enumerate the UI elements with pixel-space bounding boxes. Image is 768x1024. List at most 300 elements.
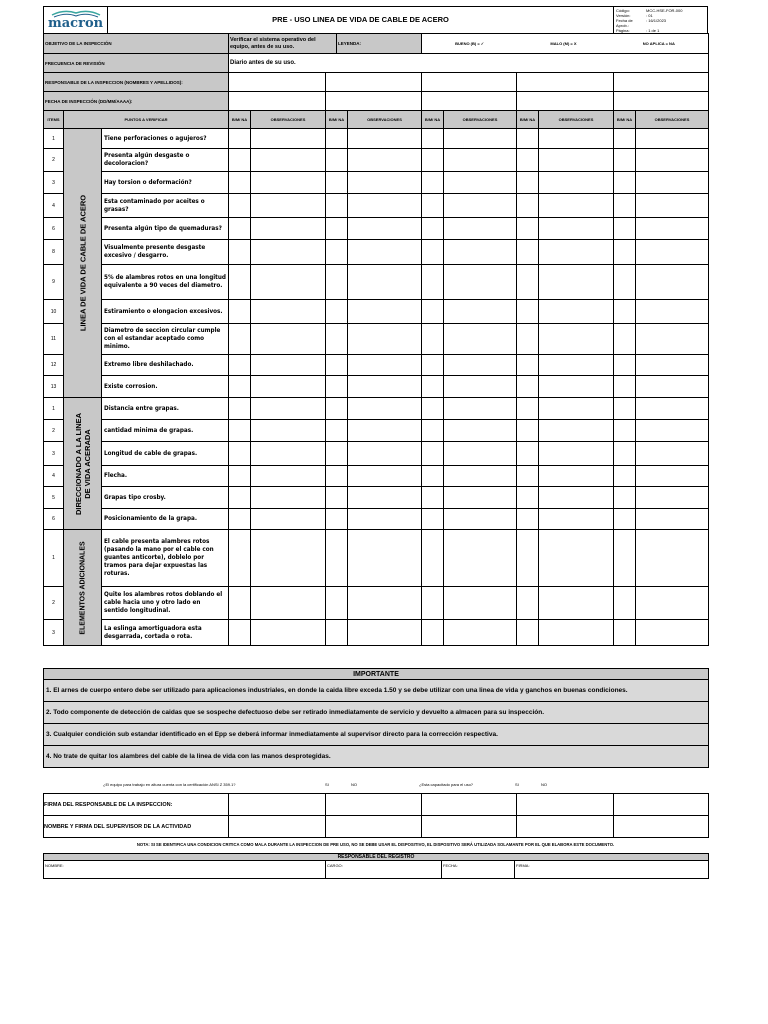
bmna-cell[interactable] [517,149,539,172]
observaciones-cell[interactable] [539,265,614,300]
bmna-cell[interactable] [229,398,251,420]
bmna-cell[interactable] [614,620,636,646]
observaciones-cell[interactable] [539,442,614,466]
bmna-cell[interactable] [614,587,636,620]
registro-table [43,853,709,879]
observaciones-cell[interactable] [348,129,422,149]
observaciones-cell[interactable] [636,324,709,355]
observaciones-cell[interactable] [348,587,422,620]
observaciones-cell[interactable] [539,149,614,172]
check-point: Existe corrosion. [102,376,229,398]
responsable-field[interactable] [326,73,422,92]
bmna-cell[interactable] [326,587,348,620]
bmna-cell[interactable] [326,149,348,172]
observaciones-cell[interactable] [348,149,422,172]
observaciones-cell[interactable] [348,240,422,265]
bmna-cell[interactable] [614,398,636,420]
bmna-cell[interactable] [614,194,636,218]
observaciones-cell[interactable] [444,442,517,466]
observaciones-cell[interactable] [251,265,326,300]
observaciones-cell[interactable] [348,442,422,466]
company-logo [44,7,108,33]
firma-field[interactable] [229,794,326,816]
col-puntos: PUNTOS A VERIFICAR [64,111,229,129]
firma-field[interactable] [326,794,422,816]
observaciones-cell[interactable] [636,487,709,509]
check-point: Posicionamiento de la grapa. [102,509,229,530]
bmna-cell[interactable] [517,530,539,587]
bmna-cell[interactable] [517,620,539,646]
firma-field[interactable] [422,794,517,816]
observaciones-cell[interactable] [444,530,517,587]
observaciones-cell[interactable] [444,240,517,265]
bmna-cell[interactable] [614,466,636,487]
bmna-cell[interactable] [326,620,348,646]
answer-no[interactable]: NO [351,782,357,787]
checklist-row [44,509,709,530]
checklist-row [44,240,709,265]
observaciones-cell[interactable] [636,620,709,646]
bmna-cell[interactable] [229,530,251,587]
observaciones-cell[interactable] [444,620,517,646]
check-point: 5% de alambres rotos en una longitud equivalente a 90 veces del diametro. [102,265,229,300]
bmna-cell[interactable] [422,398,444,420]
observaciones-cell[interactable] [348,466,422,487]
observaciones-cell[interactable] [636,509,709,530]
observaciones-cell[interactable] [251,487,326,509]
fecha-field[interactable] [229,92,326,111]
bmna-cell[interactable] [326,355,348,376]
bmna-cell[interactable] [229,376,251,398]
bmna-cell[interactable] [326,324,348,355]
firma-field[interactable] [614,794,709,816]
bmna-cell[interactable] [517,376,539,398]
observaciones-cell[interactable] [444,398,517,420]
check-point: Hay torsion o deformación? [102,172,229,194]
bmna-cell[interactable] [614,420,636,442]
checklist-row [44,620,709,646]
doc-info [613,7,708,33]
bmna-cell[interactable] [229,324,251,355]
bmna-cell[interactable] [229,265,251,300]
observaciones-cell[interactable] [444,587,517,620]
bmna-cell[interactable] [517,587,539,620]
answer-si[interactable]: SI [515,782,519,787]
observaciones-cell[interactable] [251,172,326,194]
firma-field[interactable] [422,816,517,838]
observaciones-cell[interactable] [348,398,422,420]
fecha-field[interactable] [422,92,517,111]
observaciones-cell[interactable] [636,300,709,324]
observaciones-cell[interactable] [636,149,709,172]
item-number: 6 [44,218,64,240]
observaciones-cell[interactable] [444,376,517,398]
check-point: Visualmente presente desgaste excesivo / desgarro. [102,240,229,265]
bmna-cell[interactable] [517,194,539,218]
observaciones-cell[interactable] [348,324,422,355]
observaciones-cell[interactable] [636,265,709,300]
bmna-cell[interactable] [229,172,251,194]
bmna-cell[interactable] [517,442,539,466]
bmna-cell[interactable] [614,530,636,587]
bmna-cell[interactable] [326,218,348,240]
check-point: Estiramiento o elongacion excesivos. [102,300,229,324]
bmna-cell[interactable] [422,420,444,442]
responsable-field[interactable] [422,73,517,92]
bmna-cell[interactable] [422,620,444,646]
registro-cargo[interactable]: CARGO: [326,861,442,879]
signature-table [43,793,709,838]
col-bmna: B/M/ NA [422,111,444,129]
bmna-cell[interactable] [326,265,348,300]
checklist-row [44,355,709,376]
check-point: Grapas tipo crosby. [102,487,229,509]
observaciones-cell[interactable] [636,442,709,466]
bmna-cell[interactable] [517,487,539,509]
item-number: 1 [44,129,64,149]
observaciones-cell[interactable] [539,355,614,376]
observaciones-cell[interactable] [636,398,709,420]
col-bmna: B/M/ NA [326,111,348,129]
bmna-cell[interactable] [422,324,444,355]
bmna-cell[interactable] [326,530,348,587]
observaciones-cell[interactable] [348,376,422,398]
item-number: 3 [44,442,64,466]
observaciones-cell[interactable] [539,420,614,442]
bmna-cell[interactable] [614,324,636,355]
observaciones-cell[interactable] [636,376,709,398]
item-number: 6 [44,509,64,530]
section-label [64,398,102,530]
bmna-cell[interactable] [614,149,636,172]
bmna-cell[interactable] [229,355,251,376]
observaciones-cell[interactable] [348,355,422,376]
registro-fecha[interactable]: FECHA: [442,861,515,879]
observaciones-cell[interactable] [444,487,517,509]
observaciones-cell[interactable] [348,172,422,194]
observaciones-cell[interactable] [539,218,614,240]
importante-item: 3. Cualquier condición sub estandar identificado en el Epp se deberá informar inmediatamente al supervisor directo para la corrección respectiva. [44,724,709,746]
bmna-cell[interactable] [229,487,251,509]
observaciones-cell[interactable] [539,587,614,620]
bmna-cell[interactable] [422,240,444,265]
bmna-cell[interactable] [326,172,348,194]
bmna-cell[interactable] [614,300,636,324]
checklist-row [44,265,709,300]
observaciones-cell[interactable] [444,194,517,218]
bmna-cell[interactable] [326,442,348,466]
bmna-cell[interactable] [422,442,444,466]
observaciones-cell[interactable] [251,324,326,355]
bmna-cell[interactable] [326,487,348,509]
checklist-row [44,398,709,420]
checklist-body [44,129,709,646]
observaciones-cell[interactable] [636,355,709,376]
bmna-cell[interactable] [614,355,636,376]
observaciones-cell[interactable] [251,442,326,466]
item-number: 4 [44,466,64,487]
bmna-cell[interactable] [229,587,251,620]
bmna-cell[interactable] [229,240,251,265]
bmna-cell[interactable] [422,172,444,194]
responsable-field[interactable] [517,73,614,92]
checklist-row [44,487,709,509]
item-number: 1 [44,530,64,587]
checklist-row [44,442,709,466]
responsable-field[interactable] [229,73,326,92]
checklist-row [44,376,709,398]
item-number: 1 [44,398,64,420]
bmna-cell[interactable] [229,620,251,646]
bmna-cell[interactable] [229,149,251,172]
observaciones-cell[interactable] [251,530,326,587]
bmna-cell[interactable] [422,355,444,376]
bmna-cell[interactable] [517,466,539,487]
observaciones-cell[interactable] [444,172,517,194]
observaciones-cell[interactable] [348,300,422,324]
firma-field[interactable] [229,816,326,838]
observaciones-cell[interactable] [444,129,517,149]
firma-field[interactable] [614,816,709,838]
check-point: Distancia entre grapas. [102,398,229,420]
checklist-row [44,466,709,487]
bmna-cell[interactable] [326,509,348,530]
col-observaciones: OBSERVACIONES [251,111,326,129]
bmna-cell[interactable] [614,129,636,149]
observaciones-cell[interactable] [348,530,422,587]
doc-info-row: Página: : 1 de 1 [616,28,660,33]
bmna-cell[interactable] [517,355,539,376]
bmna-cell[interactable] [229,194,251,218]
observaciones-cell[interactable] [539,376,614,398]
observaciones-cell[interactable] [251,218,326,240]
leyenda-bueno: BUENO (B) = ✓ [455,41,485,46]
bmna-cell[interactable] [422,265,444,300]
observaciones-cell[interactable] [636,587,709,620]
item-number: 10 [44,300,64,324]
observaciones-cell[interactable] [539,620,614,646]
bmna-cell[interactable] [614,240,636,265]
observaciones-cell[interactable] [444,355,517,376]
observaciones-cell[interactable] [539,324,614,355]
observaciones-cell[interactable] [444,466,517,487]
section-title: LINEA DE VIDA DE CABLE DE ACERO [78,194,87,332]
answer-no[interactable]: NO [541,782,547,787]
observaciones-cell[interactable] [444,265,517,300]
item-number: 2 [44,420,64,442]
bmna-cell[interactable] [517,420,539,442]
bmna-cell[interactable] [517,265,539,300]
objetivo-value: Verificar el sistema operativo del equipo, antes de su uso. [229,34,337,54]
bmna-cell[interactable] [422,466,444,487]
bmna-cell[interactable] [229,218,251,240]
bmna-cell[interactable] [326,466,348,487]
observaciones-cell[interactable] [636,420,709,442]
check-point: cantidad minima de grapas. [102,420,229,442]
observaciones-cell[interactable] [636,172,709,194]
observaciones-cell[interactable] [348,509,422,530]
bmna-cell[interactable] [229,509,251,530]
observaciones-cell[interactable] [251,355,326,376]
observaciones-cell[interactable] [539,300,614,324]
observaciones-cell[interactable] [539,129,614,149]
check-point: Longitud de cable de grapas. [102,442,229,466]
observaciones-cell[interactable] [636,240,709,265]
observaciones-cell[interactable] [348,194,422,218]
checklist-row [44,218,709,240]
bmna-cell[interactable] [422,509,444,530]
observaciones-cell[interactable] [251,509,326,530]
registro-nombre[interactable]: NOMBRE: [44,861,326,879]
section-title: DIRECCIONADO A LA LINEA DE VIDA ACERADA [73,412,92,515]
observaciones-cell[interactable] [444,149,517,172]
fecha-field[interactable] [614,92,709,111]
observaciones-cell[interactable] [251,376,326,398]
importante-item: 1. El arnes de cuerpo entero debe ser utilizado para aplicaciones industriales, en donde la caida libre exceda 1.50 y se debe utilizar con una linea de vida y ganchos en buenas condiciones. [44,680,709,702]
observaciones-cell[interactable] [539,530,614,587]
bmna-cell[interactable] [229,129,251,149]
check-point: El cable presenta alambres rotos (pasando la mano por el cable con guantes anticorte), doblelo por tramos para dejar expuestas las roturas. [102,530,229,587]
objetivo-label: OBJETIVO DE LA INSPECCIÓN [44,34,229,54]
importante-table [43,668,709,768]
question-capacitado: ¿Esta capacitado para el uso? [419,782,474,787]
observaciones-cell[interactable] [539,398,614,420]
bmna-cell[interactable] [517,129,539,149]
bmna-cell[interactable] [326,240,348,265]
observaciones-cell[interactable] [348,487,422,509]
fecha-field[interactable] [326,92,422,111]
bmna-cell[interactable] [229,442,251,466]
section-label [64,530,102,646]
bmna-cell[interactable] [326,398,348,420]
observaciones-cell[interactable] [636,129,709,149]
bmna-cell[interactable] [229,300,251,324]
observaciones-cell[interactable] [539,240,614,265]
observaciones-cell[interactable] [444,300,517,324]
nota-text: NOTA: SI SE IDENTIFICA UNA CONDICION CRITICA COMO MALA DURANTE LA INSPECCION DE PRE USO, NO SE DEBE USAR EL DISPOSITIVO, EL DISPOSITIVO SERÁ UTILIZADA SOLAMANTE POR EL QUE ELABORA ESTE DOCUMENTO. [136,842,615,847]
bmna-cell[interactable] [517,172,539,194]
answer-si[interactable]: SI [325,782,329,787]
observaciones-cell[interactable] [539,172,614,194]
firma-supervisor-label: NOMBRE Y FIRMA DEL SUPERVISOR DE LA ACTIVIDAD [44,816,229,838]
bmna-cell[interactable] [229,466,251,487]
observaciones-cell[interactable] [636,466,709,487]
check-point: Esta contaminado por aceites o grasas? [102,194,229,218]
observaciones-cell[interactable] [251,620,326,646]
checklist-row [44,194,709,218]
observaciones-cell[interactable] [348,265,422,300]
bmna-cell[interactable] [614,376,636,398]
observaciones-cell[interactable] [444,218,517,240]
item-number: 11 [44,324,64,355]
firma-field[interactable] [517,794,614,816]
observaciones-cell[interactable] [251,300,326,324]
bmna-cell[interactable] [517,509,539,530]
bmna-cell[interactable] [326,194,348,218]
checklist-row [44,149,709,172]
firma-field[interactable] [517,816,614,838]
observaciones-cell[interactable] [348,420,422,442]
observaciones-cell[interactable] [251,466,326,487]
bmna-cell[interactable] [229,420,251,442]
observaciones-cell[interactable] [251,149,326,172]
responsable-field[interactable] [614,73,709,92]
observaciones-cell[interactable] [444,420,517,442]
col-observaciones: OBSERVACIONES [444,111,517,129]
bmna-cell[interactable] [614,265,636,300]
bmna-cell[interactable] [422,376,444,398]
observaciones-cell[interactable] [539,509,614,530]
check-point: La eslinga amortiguadora esta desgarrada, cortada o rota. [102,620,229,646]
observaciones-cell[interactable] [636,218,709,240]
bmna-cell[interactable] [422,218,444,240]
bmna-cell[interactable] [422,530,444,587]
questions-row [103,782,703,787]
bmna-cell[interactable] [326,129,348,149]
bmna-cell[interactable] [517,240,539,265]
bmna-cell[interactable] [422,129,444,149]
observaciones-cell[interactable] [251,420,326,442]
col-bmna: B/M/ NA [614,111,636,129]
bmna-cell[interactable] [517,300,539,324]
observaciones-cell[interactable] [251,587,326,620]
item-number: 3 [44,620,64,646]
bmna-cell[interactable] [517,218,539,240]
observaciones-cell[interactable] [444,324,517,355]
bmna-cell[interactable] [422,300,444,324]
observaciones-cell[interactable] [251,129,326,149]
bmna-cell[interactable] [614,509,636,530]
bmna-cell[interactable] [614,487,636,509]
item-number: 2 [44,149,64,172]
firma-field[interactable] [326,816,422,838]
observaciones-cell[interactable] [251,398,326,420]
observaciones-cell[interactable] [636,194,709,218]
bmna-cell[interactable] [326,376,348,398]
bmna-cell[interactable] [614,442,636,466]
observaciones-cell[interactable] [636,530,709,587]
doc-info-row: Versión: : 01 [616,13,653,18]
observaciones-cell[interactable] [348,620,422,646]
bmna-cell[interactable] [422,149,444,172]
observaciones-cell[interactable] [348,218,422,240]
observaciones-cell[interactable] [539,466,614,487]
bmna-cell[interactable] [422,194,444,218]
bmna-cell[interactable] [422,487,444,509]
fecha-field[interactable] [517,92,614,111]
bmna-cell[interactable] [614,172,636,194]
form-header [43,6,708,34]
importante-item: 4. No trate de quitar los alambres del cable de la linea de vida con las manos desprotegidas. [44,746,709,768]
bmna-cell[interactable] [614,218,636,240]
leyenda-na: NO APLICA = NA [642,41,675,46]
bmna-cell[interactable] [517,398,539,420]
observaciones-cell[interactable] [251,240,326,265]
checklist-row [44,300,709,324]
question-ansi: ¿El equipo para trabajo en altura cuenta con la certificación ANSI Z 359.1? [103,782,236,787]
observaciones-cell[interactable] [539,194,614,218]
check-point: Tiene perforaciones o agujeros? [102,129,229,149]
bmna-cell[interactable] [326,420,348,442]
bmna-cell[interactable] [326,300,348,324]
bmna-cell[interactable] [422,587,444,620]
observaciones-cell[interactable] [444,509,517,530]
info-table [43,33,709,73]
observaciones-cell[interactable] [539,487,614,509]
registro-firma[interactable]: FIRMA: [515,861,709,879]
bmna-cell[interactable] [517,324,539,355]
observaciones-cell[interactable] [251,194,326,218]
